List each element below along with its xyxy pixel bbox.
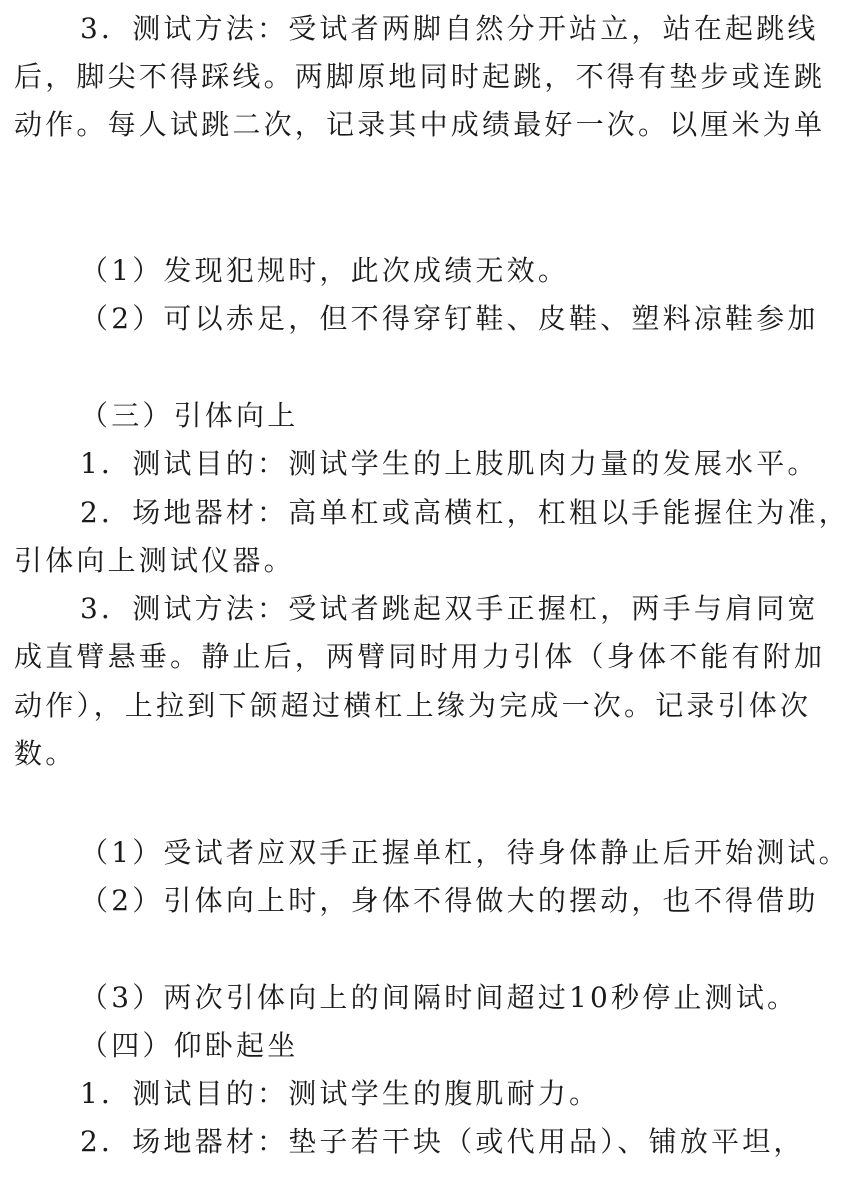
note-item: （1）发现犯规时，此次成绩无效。 — [80, 254, 570, 287]
paragraph-line: 动作），上拉到下颌超过横杠上缘为完成一次。记录引体次 — [14, 689, 812, 722]
paragraph-line: 动作。每人试跳二次，记录其中成绩最好一次。以厘米为单 — [14, 108, 826, 141]
note-item: （1）受试者应双手正握单杠，待身体静止后开始测试。 — [80, 836, 850, 869]
paragraph-line: 后，脚尖不得踩线。两脚原地同时起跳，不得有垫步或连跳 — [14, 60, 826, 93]
paragraph-line: 1．测试目的：测试学生的上肢肌肉力量的发展水平。 — [80, 447, 819, 480]
paragraph-line: 1．测试目的：测试学生的腹肌耐力。 — [80, 1077, 601, 1110]
note-item: （3）两次引体向上的间隔时间超过10秒停止测试。 — [80, 981, 799, 1014]
paragraph-line: 3．测试方法：受试者两脚自然分开站立，站在起跳线 — [80, 12, 819, 45]
paragraph-line: 3．测试方法：受试者跳起双手正握杠，两手与肩同宽 — [80, 592, 819, 625]
note-item: （2）引体向上时，身体不得做大的摆动，也不得借助 — [80, 884, 819, 917]
paragraph-line: 2．场地器材：垫子若干块（或代用品）、铺放平坦， — [80, 1125, 805, 1158]
paragraph-line: 数。 — [14, 737, 77, 770]
section-heading: （四）仰卧起坐 — [80, 1029, 299, 1062]
note-item: （2）可以赤足，但不得穿钉鞋、皮鞋、塑料凉鞋参加 — [80, 302, 819, 335]
paragraph-line: 引体向上测试仪器。 — [14, 544, 295, 577]
paragraph-line: 成直臂悬垂。静止后，两臂同时用力引体（身体不能有附加 — [14, 640, 826, 673]
section-heading: （三）引体向上 — [80, 399, 299, 432]
paragraph-line: 2．场地器材：高单杠或高横杠，杠粗以手能握住为准， — [80, 496, 850, 529]
